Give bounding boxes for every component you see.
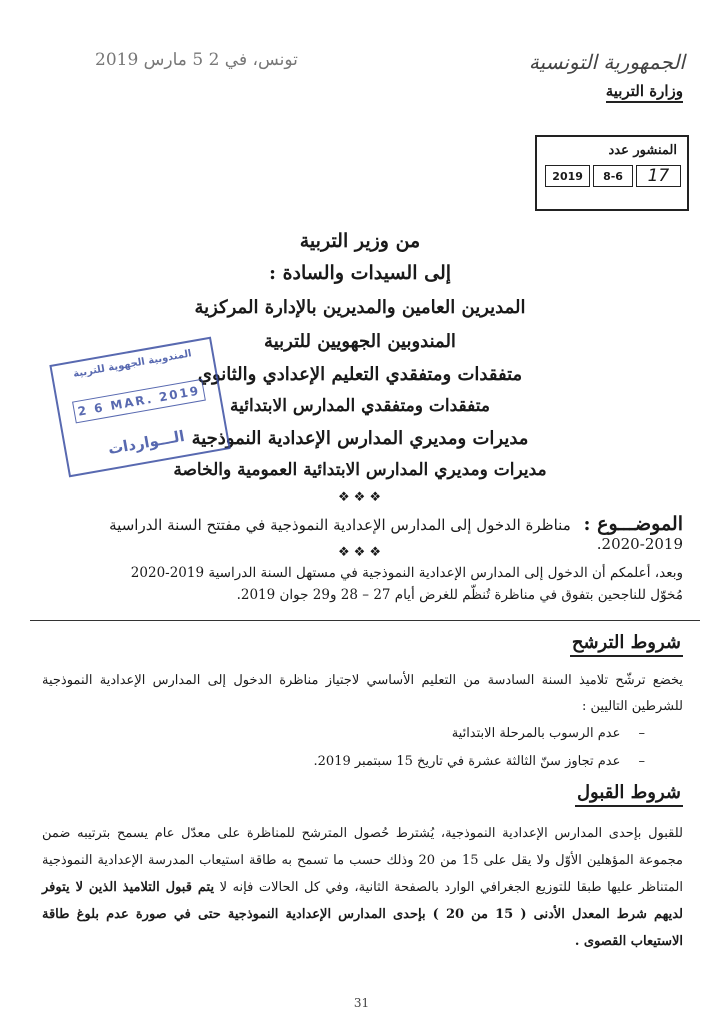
addressee-line: متفقدات ومتفقدي المدارس الابتدائية xyxy=(230,396,490,416)
received-stamp xyxy=(49,337,230,478)
list-item: – عدم تجاوز سنّ الثالثة عشرة في تاريخ 15 سبتمبر 2019. xyxy=(200,748,645,776)
circular-date: 8-6 xyxy=(593,165,633,187)
addressee-line: المديرين العامين والمديرين بالإدارة المركزية xyxy=(194,297,526,318)
intro-line: مُخوّل للناجحين بتفوق في مناظرة تُنظّم للغرض أيام 27 – 28 و29 جوان 2019. xyxy=(236,587,683,603)
sender-line: من وزير التربية xyxy=(299,230,421,252)
separator-ornament: ❖❖❖ xyxy=(338,490,385,505)
circular-year: 2019 xyxy=(545,165,590,187)
stamp-label: الـــواردات xyxy=(106,426,186,459)
circular-label: المنشور عدد xyxy=(608,143,677,158)
circular-number-box xyxy=(535,135,689,211)
ministry-name: وزارة التربية xyxy=(606,82,683,103)
admission-text: للقبول بإحدى المدارس الإعدادية النموذجية، يُشترط حُصول المترشح للمناظرة على معدّل عام يسمح بترتيبه ضمن مجموعة المؤهلين الأوّل ولا يقل على 15 من 20 وذلك حسب ما تسمح به طاقة استيعاب المدرسة الإعدادية النموذجية المتناظر عليها طبقا للتوزيع الجغرافي الوارد بالصفحة الثانية، وفي كل الحالات فإنه لا xyxy=(42,826,684,895)
admission-bold-text: يتم قبول التلاميذ الذين لا يتوفر لديهم شرط المعدل الأدنى ( 15 من 20 ) بإحدى المدارس الإعدادية النموذجية حتى في صورة عدم بلوغ طاقة الاستيعاب القصوى . xyxy=(42,880,683,949)
admission-paragraph xyxy=(42,820,683,955)
divider xyxy=(30,620,700,621)
list-item: – عدم الرسوب بالمرحلة الابتدائية xyxy=(200,720,645,748)
addressee-line: المندوبين الجهويين للتربية xyxy=(264,331,456,352)
addressee-intro: إلى السيدات والسادة : xyxy=(268,262,452,284)
dateline: تونس، في 2 5 مارس 2019 xyxy=(95,50,298,70)
stamp-date: 2 6 MAR. 2019 xyxy=(72,379,206,424)
republic-name: الجمهورية التونسية xyxy=(528,50,685,74)
section-heading-candidacy: شروط الترشح xyxy=(570,632,683,657)
intro-paragraph xyxy=(50,562,683,606)
subject-label: الموضـــوع : xyxy=(583,513,683,535)
circular-number-row xyxy=(545,165,681,187)
addressee-line: مديرات ومديري المدارس الابتدائية العمومية والخاصة xyxy=(173,460,547,480)
addressee-line: مديرات ومديري المدارس الإعدادية النموذجية xyxy=(191,428,529,449)
section-heading-admission: شروط القبول xyxy=(575,782,683,807)
candidacy-paragraph: يخضع ترشّح تلاميذ السنة السادسة من التعليم الأساسي لاجتياز مناظرة الدخول إلى المدارس الإعدادية النموذجية للشرطين التاليين : xyxy=(42,673,683,714)
circular-number: 17 xyxy=(636,165,681,187)
candidacy-conditions xyxy=(200,720,645,776)
subject-text: مناظرة الدخول إلى المدارس الإعدادية النموذجية في مفتتح السنة الدراسية 2019-2020. xyxy=(109,516,683,553)
addressee-line: متفقدات ومتفقدي التعليم الإعدادي والثانوي xyxy=(197,364,523,385)
page-number: 31 xyxy=(353,996,370,1010)
separator-ornament: ❖❖❖ xyxy=(338,545,385,560)
stamp-authority: المندوبية الجهوية للتربية xyxy=(72,348,193,380)
intro-line: وبعد، أعلمكم أن الدخول إلى المدارس الإعدادية النموذجية في مستهل السنة الدراسية 2019-2020 xyxy=(130,565,683,581)
